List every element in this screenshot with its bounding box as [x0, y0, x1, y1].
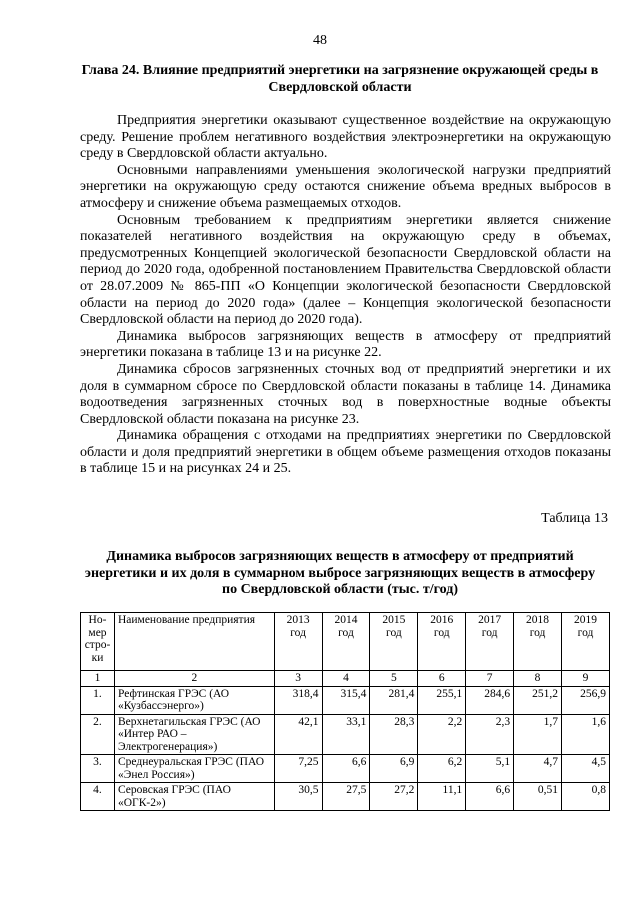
column-number-row [81, 671, 610, 687]
table-row [81, 686, 610, 714]
column-number: 6 [418, 671, 466, 687]
row-number: 2. [81, 714, 115, 755]
page-number: 48 [313, 33, 327, 48]
column-header: 2013 год [274, 613, 322, 671]
column-number: 5 [370, 671, 418, 687]
value-cell: 255,1 [418, 686, 466, 714]
row-number: 3. [81, 755, 115, 783]
column-header: Наименование предприятия [114, 613, 274, 671]
column-number: 9 [561, 671, 609, 687]
value-cell: 318,4 [274, 686, 322, 714]
emissions-table [80, 612, 610, 811]
value-cell: 5,1 [466, 755, 514, 783]
chapter-title: Глава 24. Влияние предприятий энергетики на загрязнение окружающей среды в Свердловской области [81, 63, 599, 95]
value-cell: 4,5 [561, 755, 609, 783]
paragraph: Основным требованием к предприятиям энергетики является снижение показателей негативного воздействия на окружающую среду в объемах, предусмотренных Концепцией экологической безопасности Свердловской области на период до 2020 года, одобренной постановлением Правительства Свердловской области от 28.07.2009 № 865-ПП «О Концепции экологической безопасности Свердловской области на период до 2020 года» (далее – Концепция экологической безопасности Свердловской области на период до 2020 года). [80, 212, 611, 328]
value-cell: 33,1 [322, 714, 370, 755]
column-header: 2017 год [466, 613, 514, 671]
value-cell: 2,2 [418, 714, 466, 755]
value-cell: 7,25 [274, 755, 322, 783]
column-number: 7 [466, 671, 514, 687]
value-cell: 315,4 [322, 686, 370, 714]
column-header: Но-мер стро-ки [81, 613, 115, 671]
value-cell: 42,1 [274, 714, 322, 755]
column-header: 2016 год [418, 613, 466, 671]
value-cell: 2,3 [466, 714, 514, 755]
table-row [81, 783, 610, 811]
value-cell: 284,6 [466, 686, 514, 714]
column-header: 2015 год [370, 613, 418, 671]
table-title: Динамика выбросов загрязняющих веществ в атмосферу от предприятий энергетики и их доля в суммарном выбросе загрязняющих веществ в атмосферу по Свердловской области (тыс. т/год) [84, 549, 596, 597]
value-cell: 4,7 [514, 755, 562, 783]
table-row [81, 755, 610, 783]
value-cell: 281,4 [370, 686, 418, 714]
value-cell: 6,6 [466, 783, 514, 811]
table-label: Таблица 13 [541, 511, 608, 526]
value-cell: 0,51 [514, 783, 562, 811]
enterprise-name: Рефтинская ГРЭС (АО «Кузбассэнерго») [114, 686, 274, 714]
paragraph: Динамика сбросов загрязненных сточных вод от предприятий энергетики и их доля в суммарном сбросе по Свердловской области показаны в таблице 14. Динамика водоотведения загрязненных сточных вод в поверхностные водные объекты Свердловской области показана на рисунке 23. [80, 361, 611, 427]
value-cell: 11,1 [418, 783, 466, 811]
enterprise-name: Среднеуральская ГРЭС (ПАО «Энел Россия») [114, 755, 274, 783]
column-number: 3 [274, 671, 322, 687]
column-number: 2 [114, 671, 274, 687]
column-number: 8 [514, 671, 562, 687]
value-cell: 27,2 [370, 783, 418, 811]
value-cell: 27,5 [322, 783, 370, 811]
table-row [81, 714, 610, 755]
column-number: 1 [81, 671, 115, 687]
table-header-row [81, 613, 610, 671]
value-cell: 1,6 [561, 714, 609, 755]
value-cell: 256,9 [561, 686, 609, 714]
column-header: 2018 год [514, 613, 562, 671]
column-number: 4 [322, 671, 370, 687]
enterprise-name: Верхнетагильская ГРЭС (АО «Интер РАО – Электрогенерация») [114, 714, 274, 755]
value-cell: 0,8 [561, 783, 609, 811]
value-cell: 30,5 [274, 783, 322, 811]
row-number: 1. [81, 686, 115, 714]
value-cell: 6,2 [418, 755, 466, 783]
column-header: 2014 год [322, 613, 370, 671]
body-text [80, 113, 611, 478]
enterprise-name: Серовская ГРЭС (ПАО «ОГК-2») [114, 783, 274, 811]
value-cell: 6,6 [322, 755, 370, 783]
row-number: 4. [81, 783, 115, 811]
column-header: 2019 год [561, 613, 609, 671]
value-cell: 251,2 [514, 686, 562, 714]
paragraph: Динамика обращения с отходами на предприятиях энергетики по Свердловской области и доля предприятий энергетики в общем объеме размещения отходов показаны в таблице 15 и на рисунках 24 и 25. [80, 428, 611, 477]
value-cell: 6,9 [370, 755, 418, 783]
value-cell: 28,3 [370, 714, 418, 755]
paragraph: Предприятия энергетики оказывают существенное воздействие на окружающую среду. Решение проблем негативного воздействия электроэнергетики на окружающую среду в Свердловской области актуально. [80, 113, 611, 162]
value-cell: 1,7 [514, 714, 562, 755]
paragraph: Основными направлениями уменьшения экологической нагрузки предприятий энергетики на окружающую среду остаются снижение объема вредных выбросов в атмосферу и снижение объема размещаемых отходов. [80, 162, 611, 211]
paragraph: Динамика выбросов загрязняющих веществ в атмосферу от предприятий энергетики показана в таблице 13 и на рисунке 22. [80, 328, 611, 361]
